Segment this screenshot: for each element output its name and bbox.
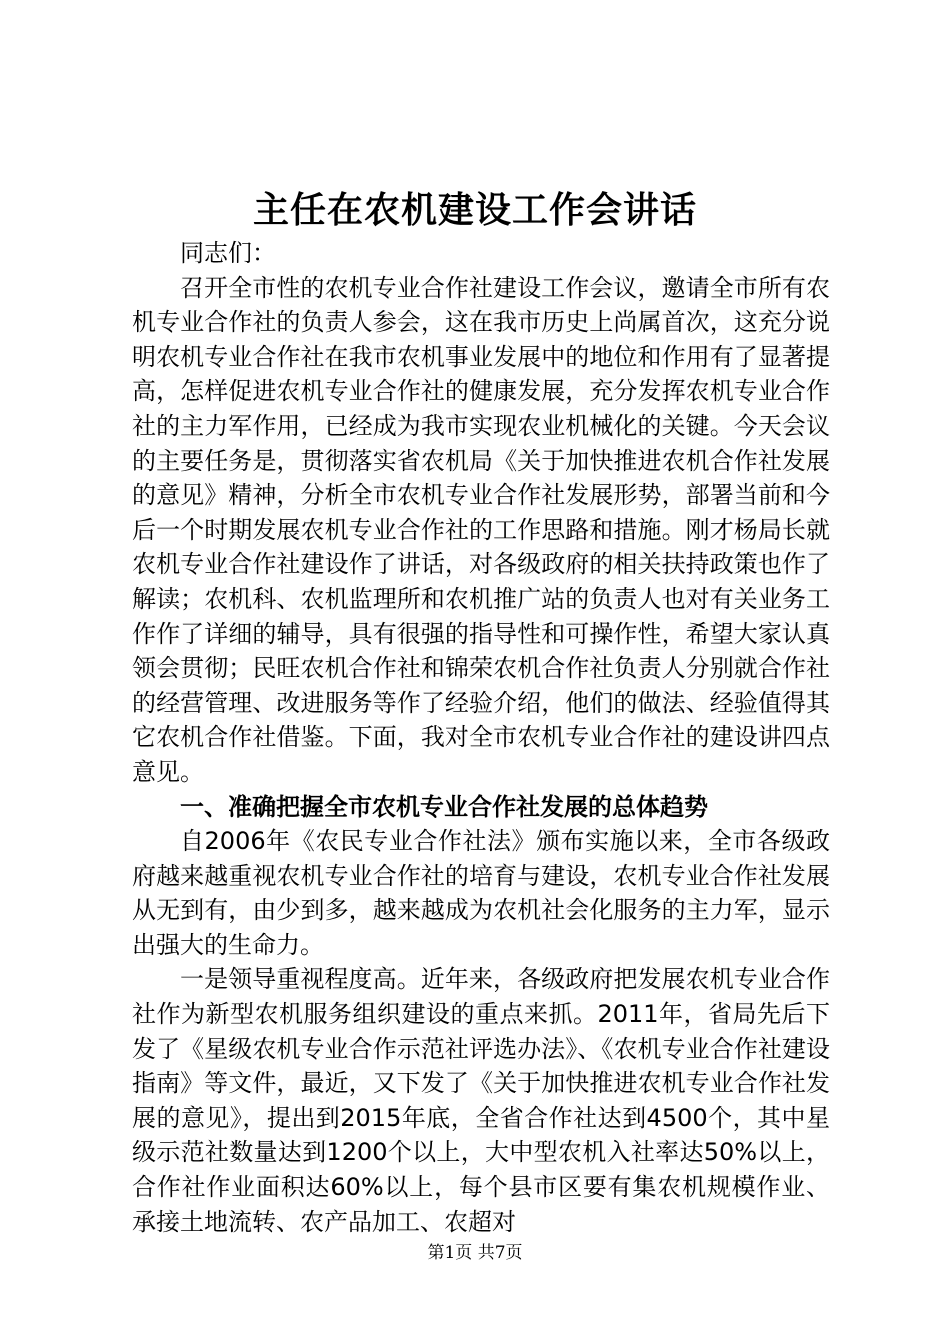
page-footer: 第1页 共7页 bbox=[427, 1243, 523, 1263]
paragraph-overview: 自2006年《农民专业合作社法》颁布实施以来，全市各级政府越来越重视农机专业合作社的培育与建设，农机专业合作社发展从无到有，由少到多，越来越成为农机社会化服务的主力军，显示出强大的生命力。 bbox=[132, 827, 830, 959]
document-title: 主任在农机建设工作会讲话 bbox=[252, 189, 697, 231]
paragraph-point-one: 一是领导重视程度高。近年来，各级政府把发展农机专业合作社作为新型农机服务组织建设的重点来抓。2011年，省局先后下发了《星级农机专业合作示范社评选办法》、《农机专业合作社建设指南》等文件，最近，又下发了《关于加快推进农机专业合作社发展的意见》，提出到2015年底，全省合作社达到4500个，其中星级示范社数量达到1200个以上，大中型农机入社率达50%以上，合作社作业面积达60%以上，每个县市区要有集农机规模作业、承接土地流转、农产品加工、农超对 bbox=[132, 965, 830, 1236]
salutation: 同志们： bbox=[180, 239, 276, 267]
section-heading-1: 一、准确把握全市农机专业合作社发展的总体趋势 bbox=[180, 792, 708, 821]
document-body bbox=[132, 236, 830, 1239]
paragraph-intro: 召开全市性的农机专业合作社建设工作会议，邀请全市所有农机专业合作社的负责人参会，这在我市历史上尚属首次，这充分说明农机专业合作社在我市农机事业发展中的地位和作用有了显著提高，怎样促进农机专业合作社的健康发展，充分发挥农机专业合作社的主力军作用，已经成为我市实现农业机械化的关键。今天会议的主要任务是，贯彻落实省农机局《关于加快推进农机合作社发展的意见》精神，分析全市农机专业合作社发展形势，部署当前和今后一个时期发展农机专业合作社的工作思路和措施。刚才杨局长就农机专业合作社建设作了讲话，对各级政府的相关扶持政策也作了解读；农机科、农机监理所和农机推广站的负责人也对有关业务工作作了详细的辅导，具有很强的指导性和可操作性，希望大家认真领会贯彻；民旺农机合作社和锦荣农机合作社负责人分别就合作社的经营管理、改进服务等作了经验介绍，他们的做法、经验值得其它农机合作社借鉴。下面，我对全市农机专业合作社的建设讲四点意见。 bbox=[132, 273, 830, 786]
